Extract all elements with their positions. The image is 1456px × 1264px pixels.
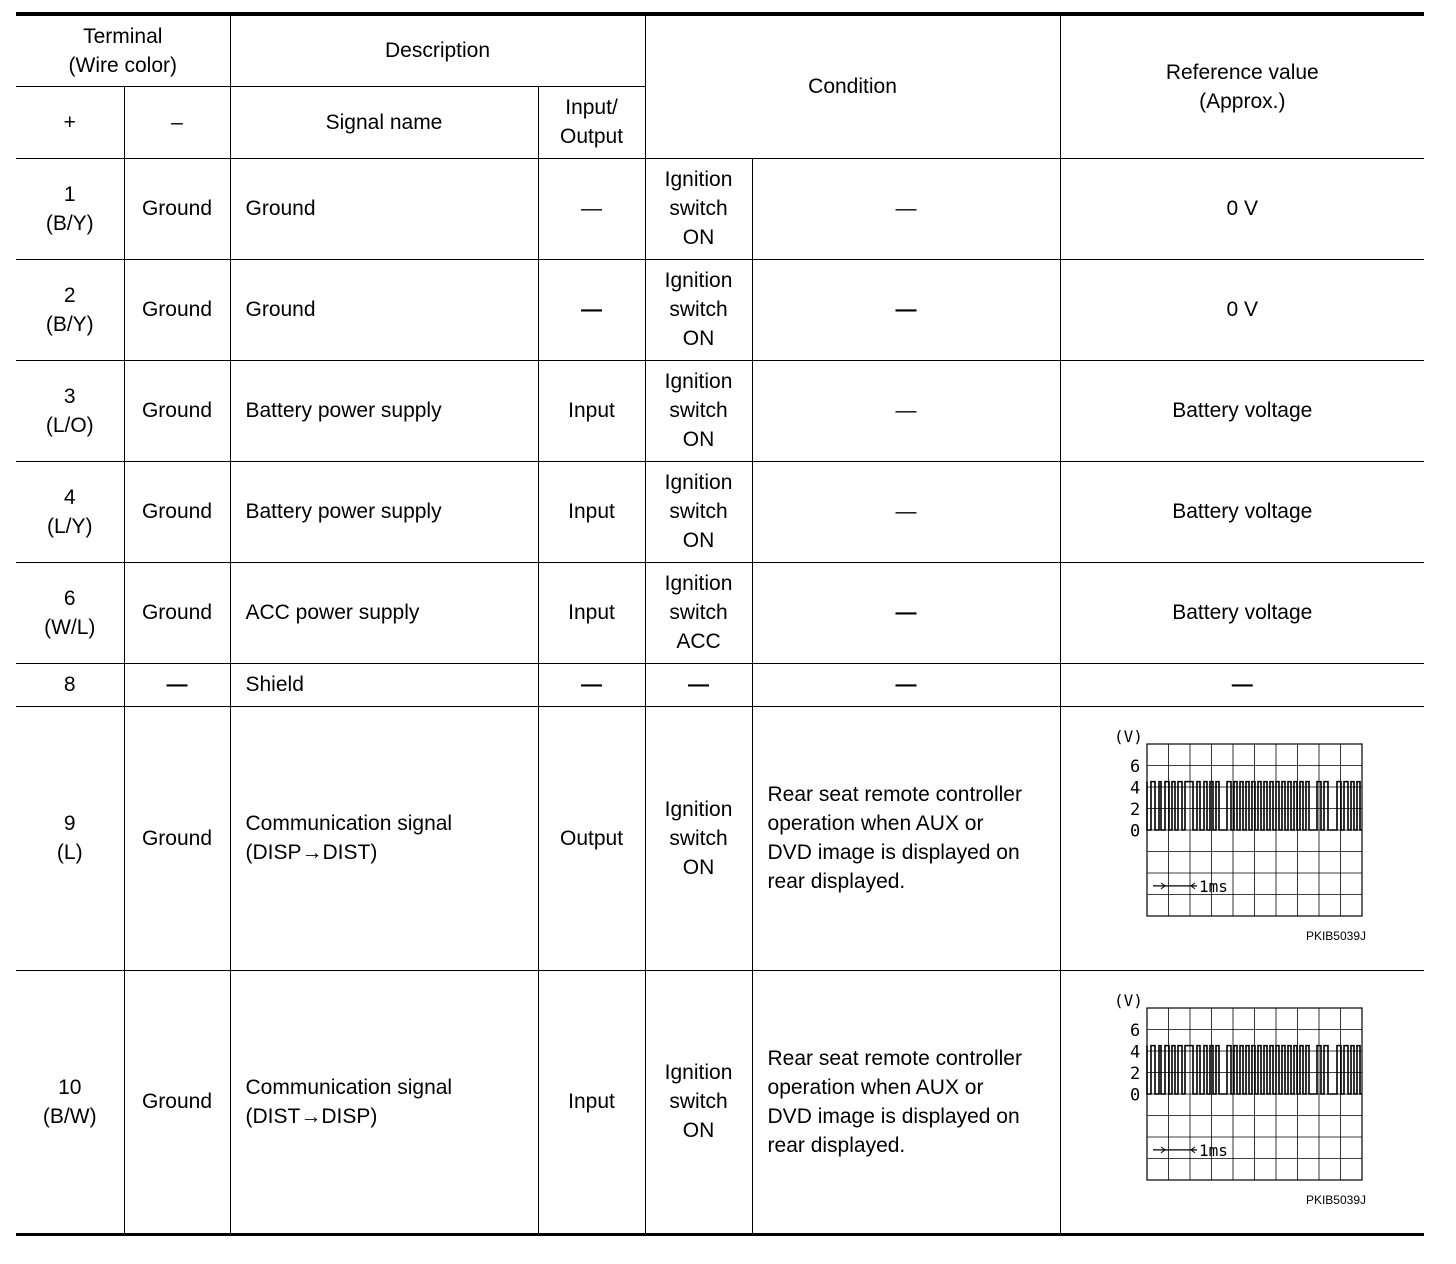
state-line: Ignition [664,370,733,393]
state-line: Ignition [664,168,733,191]
io-cell: Input [538,461,645,562]
io-cell: Input [538,562,645,663]
state-cell [645,461,752,562]
minus-cell: Ground [124,461,230,562]
signal-cell: Shield [230,663,538,706]
terminal-cell [16,706,124,970]
condition-cell: — [752,663,1060,706]
table-row [16,360,1424,461]
terminal-header [16,14,230,86]
condition-line: DVD image is displayed on [767,841,1020,864]
state-line: switch [669,601,728,624]
condition-line: operation when AUX or [767,812,984,835]
reference-header-line-2: (Approx.) [1199,89,1286,113]
minus-cell: Ground [124,706,230,970]
io-cell: Input [538,360,645,461]
state-line: switch [669,197,728,220]
state-line: Ignition [664,1061,733,1084]
table-row [16,158,1424,259]
wire-color: (L) [56,841,83,864]
reference-cell: — [1060,663,1424,706]
condition-line: operation when AUX or [767,1075,984,1099]
condition-header: Condition [645,14,1060,158]
io-cell: Output [538,706,645,970]
state-cell [645,970,752,1234]
minus-cell: — [124,663,230,706]
minus-cell: Ground [124,158,230,259]
wire-color: (B/Y) [45,312,94,336]
terminal-number: 3 [63,384,76,408]
condition-line: Rear seat remote controller [767,1046,1022,1070]
waveform-unit-label: (V) [1114,991,1144,1010]
waveform-signal-trace [1147,782,1362,830]
state-line: ON [682,855,715,879]
wire-color: (B/Y) [45,211,94,235]
table-row [16,461,1424,562]
io-header-line-2: Output [559,125,624,148]
waveform-y-tick: 0 [1130,821,1141,842]
condition-cell: — [752,360,1060,461]
waveform-time-label: 1ms [1199,876,1229,896]
condition-line: DVD image is displayed on [767,1104,1020,1128]
signal-line: Communication signal [245,1075,453,1099]
state-line: ACC [676,630,721,653]
waveform-unit-label: (V) [1114,728,1144,746]
signal-line: (DIST→DISP) [245,1104,378,1128]
terminal-reference-table [16,12,1424,1236]
reference-header [1060,14,1424,158]
wire-color: (L/Y) [46,514,93,538]
reference-cell: Battery voltage [1060,360,1424,461]
condition-cell [752,970,1060,1234]
signal-cell: ACC power supply [230,562,538,663]
table-row [16,259,1424,360]
waveform-graph [1092,728,1392,948]
terminal-cell [16,562,124,663]
state-line: switch [669,298,728,321]
state-cell: — [645,663,752,706]
state-cell [645,360,752,461]
minus-header: – [124,86,230,158]
condition-cell: — [752,158,1060,259]
state-line: ON [682,327,715,350]
header-row-1 [16,14,1424,86]
signal-cell [230,706,538,970]
state-line: Ignition [664,797,733,821]
io-cell: — [538,259,645,360]
wire-color: (B/W) [42,1104,97,1128]
wire-color: (L/O) [45,413,94,437]
reference-cell: 0 V [1060,259,1424,360]
condition-cell: — [752,461,1060,562]
table-row [16,562,1424,663]
terminal-cell [16,360,124,461]
terminal-number: 4 [63,485,76,509]
minus-cell: Ground [124,970,230,1234]
minus-cell: Ground [124,360,230,461]
signal-line: Communication signal [245,812,453,835]
reference-cell: 0 V [1060,158,1424,259]
state-cell [645,562,752,663]
state-line: ON [682,428,715,451]
condition-cell: — [752,259,1060,360]
terminal-number: 2 [63,283,76,307]
terminal-cell: 8 [16,663,124,706]
wire-color: (W/L) [44,615,96,639]
signal-cell: Ground [230,158,538,259]
terminal-header-line-2: (Wire color) [68,53,177,77]
state-cell [645,259,752,360]
state-line: Ignition [664,572,733,595]
signal-cell [230,970,538,1234]
terminal-cell [16,970,124,1234]
condition-cell [752,706,1060,970]
minus-cell: Ground [124,259,230,360]
io-header [538,86,645,158]
table-row [16,970,1424,1234]
io-header-line-1: Input/ [565,96,618,119]
reference-cell: Battery voltage [1060,461,1424,562]
waveform-y-tick: 6 [1130,1020,1141,1041]
io-cell: — [538,158,645,259]
state-cell [645,706,752,970]
waveform-y-tick: 4 [1130,778,1141,799]
plus-header: + [16,86,124,158]
condition-cell: — [752,562,1060,663]
state-line: switch [669,399,728,422]
state-line: ON [682,529,715,552]
terminal-header-line-1: Terminal [83,24,163,48]
io-cell: Input [538,970,645,1234]
terminal-number: 1 [63,182,76,206]
waveform-y-tick: 2 [1130,1063,1141,1084]
state-line: switch [669,1090,728,1113]
reference-cell: Battery voltage [1060,562,1424,663]
condition-line: rear displayed. [767,870,906,893]
condition-line: Rear seat remote controller [767,783,1022,806]
terminal-number: 6 [63,586,76,610]
state-cell [645,158,752,259]
connector-terminal-table-container [16,12,1424,1236]
terminal-cell [16,259,124,360]
waveform-time-label: 1ms [1199,1140,1229,1160]
waveform-signal-trace [1147,1045,1362,1093]
state-line: ON [682,1119,715,1142]
waveform-graph [1092,992,1392,1212]
state-line: Ignition [664,471,733,494]
state-line: Ignition [664,269,733,292]
state-line: switch [669,826,728,850]
reference-header-line-1: Reference value [1165,60,1319,84]
minus-cell: Ground [124,562,230,663]
reference-cell [1060,706,1424,970]
io-cell: — [538,663,645,706]
table-row [16,706,1424,970]
waveform-y-tick: 6 [1130,757,1141,777]
state-line: switch [669,500,728,523]
reference-cell [1060,970,1424,1234]
terminal-cell [16,461,124,562]
waveform-y-tick: 0 [1130,1085,1141,1105]
terminal-cell [16,158,124,259]
terminal-number: 10 [58,1075,82,1099]
signal-cell: Battery power supply [230,360,538,461]
condition-line: rear displayed. [767,1133,906,1157]
waveform-figure-id: PKIB5039J [1306,929,1367,943]
signal-name-header: Signal name [230,86,538,158]
table-row [16,663,1424,706]
description-header: Description [230,14,645,86]
state-line: ON [682,226,715,249]
terminal-number: 9 [63,812,76,835]
signal-cell: Battery power supply [230,461,538,562]
waveform-y-tick: 2 [1130,800,1141,820]
signal-line: (DISP→DIST) [245,841,378,864]
waveform-figure-id: PKIB5039J [1306,1192,1367,1207]
waveform-y-tick: 4 [1130,1042,1141,1062]
signal-cell: Ground [230,259,538,360]
